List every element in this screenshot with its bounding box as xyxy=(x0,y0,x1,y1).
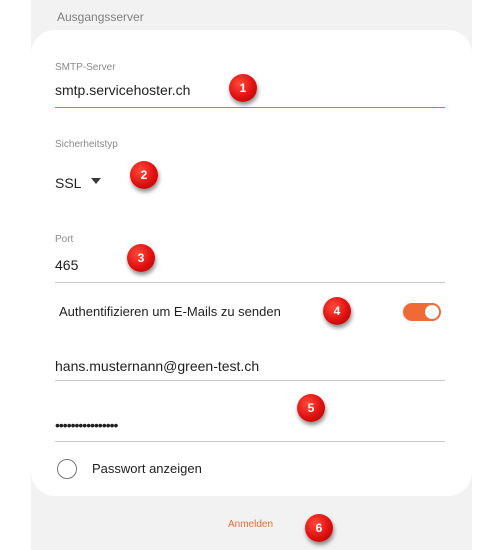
annotation-marker-1: 1 xyxy=(229,74,257,102)
smtp-server-input[interactable]: smtp.servicehoster.ch xyxy=(55,82,191,98)
annotation-marker-4: 4 xyxy=(323,297,351,325)
dropdown-arrow-icon[interactable] xyxy=(91,178,101,184)
username-input[interactable]: hans.musternann@green-test.ch xyxy=(55,358,260,374)
smtp-server-label: SMTP-Server xyxy=(55,62,116,73)
port-label: Port xyxy=(55,234,74,245)
auth-toggle[interactable] xyxy=(403,303,441,321)
password-input[interactable]: •••••••••••••••• xyxy=(55,417,118,433)
sign-in-button[interactable]: Anmelden xyxy=(228,519,274,530)
username-underline xyxy=(55,380,445,381)
show-password-radio[interactable] xyxy=(57,459,77,479)
auth-toggle-label: Authentifizieren um E-Mails zu senden xyxy=(59,304,281,319)
security-type-select[interactable]: SSL xyxy=(55,175,82,191)
section-header-outgoing-server: Ausgangsserver xyxy=(57,10,144,24)
port-input[interactable]: 465 xyxy=(55,257,79,273)
annotation-marker-2: 2 xyxy=(130,161,158,189)
show-password-label: Passwort anzeigen xyxy=(92,461,202,476)
port-underline xyxy=(55,282,445,283)
annotation-marker-3: 3 xyxy=(127,244,155,272)
annotation-marker-6: 6 xyxy=(305,514,333,542)
toggle-knob xyxy=(424,304,440,320)
security-type-label: Sicherheitstyp xyxy=(55,139,118,150)
annotation-marker-5: 5 xyxy=(297,394,325,422)
smtp-server-underline xyxy=(55,107,445,108)
password-underline xyxy=(55,441,445,442)
